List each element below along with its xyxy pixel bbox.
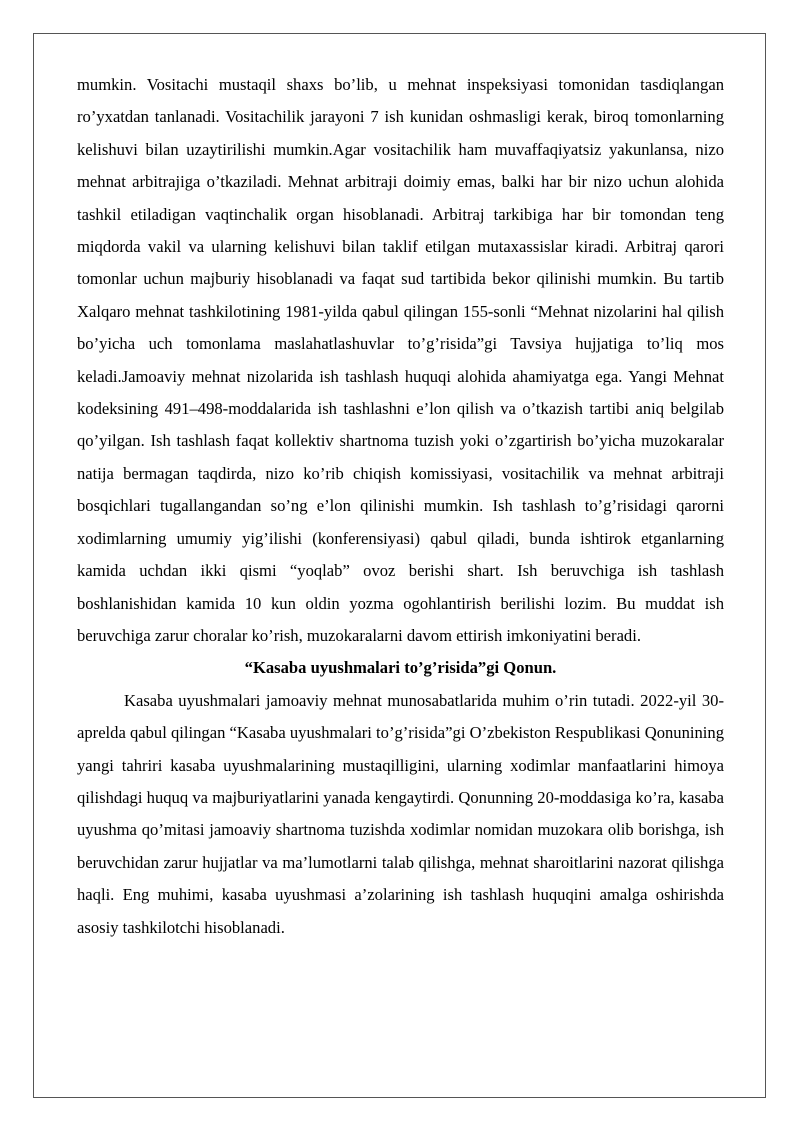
- body-paragraph-1: mumkin. Vositachi mustaqil shaxs bo’lib, u mehnat inspeksiyasi tomonidan tasdiqlangan ro’yxatdan tanlanadi. Vositachilik jarayoni 7 ish kunidan oshmasligi kerak, biroq tomonlarning kelishuvi bilan uzaytirilishi mumkin.Agar vositachilik ham muvaffaqiyatsiz yakunlansa, nizo mehnat arbitrajiga o’tkaziladi. Mehnat arbitraji doimiy emas, balki har bir nizo uchun alohida tashkil etiladigan vaqtinchalik organ hisoblanadi. Arbitraj tarkibiga har bir tomondan teng miqdorda vakil va ularning kelishuvi bilan taklif etilgan mutaxassislar kiradi. Arbitraj qarori tomonlar uchun majburiy hisoblanadi va faqat sud tartibida bekor qilinishi mumkin. Bu tartib Xalqaro mehnat tashkilotining 1981-yilda qabul qilingan 155-sonli “Mehnat nizolarini hal qilish bo’yicha uch tomonlama maslahatlashuvlar to’g’risida”gi Tavsiya hujjatiga to’liq mos keladi.Jamoaviy mehnat nizolarida ish tashlash huquqi alohida ahamiyatga ega. Yangi Mehnat kodeksining 491–498-moddalarida ish tashlashni e’lon qilish va o’tkazish tartibi aniq belgilab qo’yilgan. Ish tashlash faqat kollektiv shartnoma tuzish yoki o’zgartirish bo’yicha muzokaralar natija bermagan taqdirda, nizo ko’rib chiqish komissiyasi, vositachilik va mehnat arbitraji bosqichlari tugallangandan so’ng e’lon qilinishi mumkin. Ish tashlash to’g’risidagi qarorni xodimlarning umumiy yig’ilishi (konferensiyasi) qabul qiladi, bunda ishtirok etganlarning kamida uchdan ikki qismi “yoqlab” ovoz berishi shart. Ish beruvchiga ish tashlash boshlanishidan kamida 10 kun oldin yozma ogohlantirish berilishi lozim. Bu muddat ish beruvchiga zarur choralar ko’rish, muzokaralarni davom ettirish imkoniyatini beradi.: [77, 75, 724, 645]
- section-heading: “Kasaba uyushmalari to’g’risida”gi Qonun.: [244, 658, 557, 678]
- body-paragraph-2: Kasaba uyushmalari jamoaviy mehnat munosabatlarida muhim o’rin tutadi. 2022-yil 30-aprelda qabul qilingan “Kasaba uyushmalari to’g’risida”gi O’zbekiston Respublikasi Qonunining yangi tahriri kasaba uyushmalarining mustaqilligini, ularning xodimlar manfaatlarini himoya qilishdagi huquq va majburiyatlarini yanada kengaytirdi. Qonunning 20-moddasiga ko’ra, kasaba uyushma qo’mitasi jamoaviy shartnoma tuzishda xodimlar nomidan muzokara olib borishga, ish beruvchidan zarur hujjatlar va ma’lumotlarni talab qilishga, mehnat sharoitlarini nazorat qilishga haqli. Eng muhimi, kasaba uyushmasi a’zolarining ish tashlash huquqini amalga oshirishda asosiy tashkilotchi hisoblanadi.: [77, 690, 725, 937]
- document-body: [77, 69, 724, 944]
